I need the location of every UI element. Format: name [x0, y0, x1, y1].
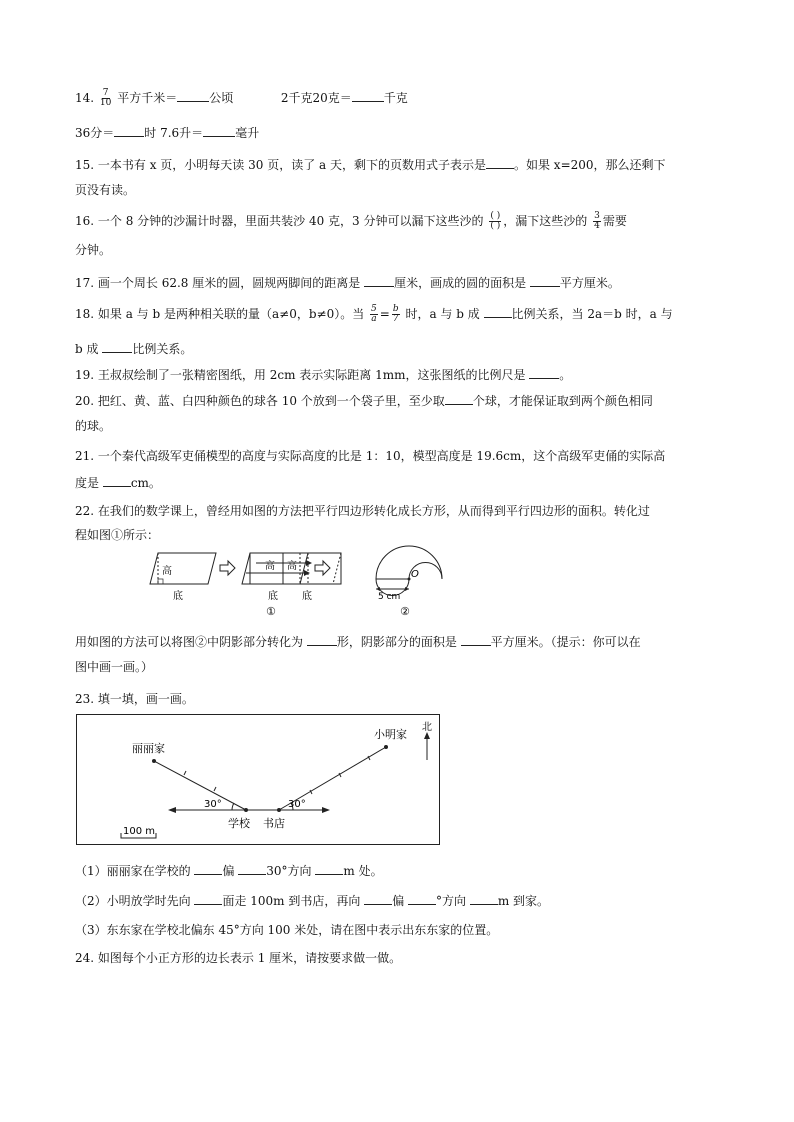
- north-label: 北: [422, 722, 432, 733]
- answer-blank[interactable]: [194, 862, 222, 875]
- transform-parallelogram: [242, 553, 308, 584]
- q18-line1: 18. 如果 a 与 b 是两种相关联的量（a≠0，b≠0）。当 $\frac{5}{a}$ = $\frac{b}{7}$ 时，a 与 b 成 比例关系，当 2a＝b 时，a 与: [75, 304, 673, 324]
- lili-home-point: [152, 759, 156, 763]
- lili-route: [154, 761, 246, 810]
- angle-label-right: 30°: [288, 799, 306, 810]
- svg-text:底: 底: [268, 591, 278, 602]
- q20-line2: 的球。: [75, 419, 112, 433]
- q16-paren-fraction: $\frac{( )}{( )}$: [490, 211, 501, 231]
- xiaoming-home-point: [384, 745, 388, 749]
- q23-map[interactable]: [76, 714, 440, 846]
- answer-blank[interactable]: [103, 474, 131, 487]
- answer-blank[interactable]: [114, 124, 144, 137]
- q16-line2: 分钟。: [75, 243, 112, 257]
- q22-line2: 程如图①所示：: [75, 528, 160, 542]
- answer-blank[interactable]: [470, 892, 498, 905]
- answer-blank[interactable]: [177, 89, 209, 102]
- label-height: 高: [162, 566, 172, 577]
- answer-blank[interactable]: [203, 124, 235, 137]
- answer-blank[interactable]: [408, 892, 436, 905]
- q16-line1: 16. 一个 8 分钟的沙漏计时器，里面共装沙 40 克，3 分钟可以漏下这些沙的 $\frac{( )}{( )}$ ，漏下这些沙的 $\frac{3}{4}$ 需要: [75, 211, 627, 231]
- q23-sub3: （3）东东家在学校北偏东 45°方向 100 米处，请在图中表示出东东家的位置。: [75, 923, 499, 937]
- label-base: 底: [173, 591, 183, 602]
- q14-number: 14.: [75, 91, 95, 105]
- answer-blank[interactable]: [238, 862, 266, 875]
- q23-title: 23. 填一填，画一画。: [75, 692, 194, 706]
- outer-semicircle: [376, 546, 442, 579]
- q14-line1: 14. $\frac{7}{10}$ 平方千米＝ 公顷 2千克20克＝ 千克: [75, 88, 408, 108]
- answer-blank[interactable]: [307, 633, 337, 646]
- q23-sub2: （2）小明放学时先向 面走 100m 到书店，再向 偏 °方向 m 到家。: [75, 894, 550, 908]
- q22-figures: [70, 543, 470, 625]
- q18-line2: b 成 比例关系。: [75, 342, 193, 356]
- q21-line2: 度是 cm。: [75, 476, 161, 490]
- q24-line: 24. 如图每个小正方形的边长表示 1 厘米，请按要求做一做。: [75, 951, 402, 965]
- q22-question-line2: 图中画一画。）: [75, 660, 154, 674]
- answer-blank[interactable]: [486, 156, 514, 169]
- q18-fraction-1: $\frac{5}{a}$: [371, 304, 377, 324]
- q15-line1: 15. 一本书有 x 页，小明每天读 30 页，读了 a 天，剩下的页数用式子表示是 。如果 x=200，那么还剩下: [75, 158, 666, 172]
- answer-blank[interactable]: [364, 274, 394, 287]
- center-label: O: [411, 569, 419, 580]
- xiaoming-home-label: 小明家: [374, 728, 407, 741]
- arrow-icon: [315, 561, 330, 575]
- right-angle-mark: [158, 579, 163, 584]
- lili-home-label: 丽丽家: [132, 742, 165, 755]
- radius-label: 5 cm: [378, 592, 401, 602]
- answer-blank[interactable]: [529, 366, 559, 379]
- q20-line1: 20. 把红、黄、蓝、白四种颜色的球各 10 个放到一个袋子里，至少取 个球，才能保证取到两个颜色相同: [75, 394, 653, 408]
- figure-2-label: ②: [400, 605, 410, 618]
- q17-line: 17. 画一个周长 62.8 厘米的圆，圆规两脚间的距离是 厘米，画成的圆的面积是 平方厘米。: [75, 276, 620, 290]
- answer-blank[interactable]: [194, 892, 222, 905]
- angle-label-left: 30°: [204, 799, 222, 810]
- school-label: 学校: [228, 817, 250, 830]
- answer-blank[interactable]: [530, 274, 560, 287]
- answer-blank[interactable]: [315, 862, 343, 875]
- arrow-icon: [220, 561, 235, 575]
- q15-line2: 页没有读。: [75, 183, 136, 197]
- answer-blank[interactable]: [461, 633, 491, 646]
- bookstore-label: 书店: [263, 817, 285, 830]
- q18-fraction-2: $\frac{b}{7}$: [392, 304, 399, 324]
- q22-question: 用如图的方法可以将图②中阴影部分转化为 形，阴影部分的面积是 平方厘米。（提示：你可以在: [75, 635, 641, 649]
- svg-text:底: 底: [302, 591, 312, 602]
- q23-sub1: （1）丽丽家在学校的 偏 30°方向 m 处。: [75, 864, 383, 878]
- figure-2: [376, 546, 442, 618]
- scale-label: 100 m: [123, 826, 156, 837]
- q22-line1: 22. 在我们的数学课上，曾经用如图的方法把平行四边形转化成长方形，从而得到平行四边形的面积。转化过: [75, 504, 650, 518]
- answer-blank[interactable]: [352, 89, 384, 102]
- answer-blank[interactable]: [484, 305, 512, 318]
- q16-fraction: $\frac{3}{4}$: [594, 211, 600, 231]
- q14-line2: 36分＝ 时 7.6升＝ 毫升: [75, 126, 260, 140]
- school-point: [244, 808, 248, 812]
- answer-blank[interactable]: [102, 340, 132, 353]
- q19-line: 19. 王叔叔绘制了一张精密图纸，用 2cm 表示实际距离 1mm，这张图纸的比例尺是 。: [75, 368, 572, 382]
- q21-line1: 21. 一个秦代高级军吏俑模型的高度与实际高度的比是 1：10，模型高度是 19.6cm，这个高级军吏俑的实际高: [75, 449, 666, 463]
- answer-blank[interactable]: [445, 392, 473, 405]
- bookstore-point: [277, 808, 281, 812]
- answer-blank[interactable]: [364, 892, 392, 905]
- q14-fraction: $\frac{7}{10}$: [99, 88, 112, 108]
- svg-text:高: 高: [287, 561, 297, 572]
- figure-1-label: ①: [266, 605, 276, 618]
- svg-text:高: 高: [265, 561, 275, 572]
